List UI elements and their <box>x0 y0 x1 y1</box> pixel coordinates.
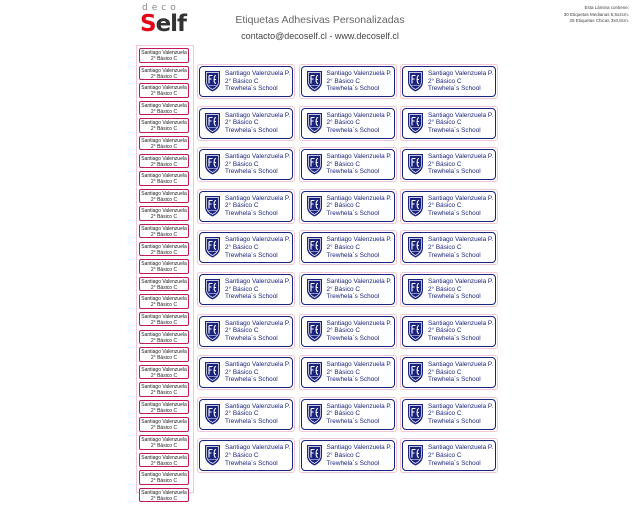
medium-label-school: Trewhela´s School <box>326 209 380 217</box>
small-label <box>139 347 189 362</box>
medium-label-school: Trewhela´s School <box>428 334 481 342</box>
small-label-grade: 2° Básico C <box>150 319 178 326</box>
school-crest-icon <box>306 236 323 258</box>
logo-deco-text: deco <box>142 3 180 13</box>
medium-label-school: Trewhela´s School <box>326 334 380 342</box>
medium-label-name: Santiago Valenzuela P. <box>225 402 291 410</box>
medium-label-school: Trewhela´s School <box>326 293 380 301</box>
school-crest-icon <box>204 361 221 383</box>
medium-label-name: Santiago Valenzuela P. <box>428 70 494 77</box>
medium-label-name: Santiago Valenzuela P. <box>428 111 494 119</box>
medium-label-name: Santiago Valenzuela P. <box>326 444 392 452</box>
medium-label-school: Trewhela´s School <box>326 85 380 93</box>
medium-label <box>402 149 496 180</box>
medium-label-school: Trewhela´s School <box>428 293 481 301</box>
medium-label <box>199 108 293 139</box>
medium-label-school: Trewhela´s School <box>428 126 481 134</box>
small-label <box>139 453 189 468</box>
medium-label-school: Trewhela´s School <box>225 293 278 301</box>
medium-label-text <box>327 195 392 218</box>
medium-label-text <box>327 112 392 135</box>
medium-label-text <box>428 278 493 301</box>
small-label-grade: 2° Básico C <box>150 337 178 344</box>
school-crest-icon <box>407 320 424 342</box>
medium-label-grade: 2° Básico C <box>428 119 462 127</box>
medium-label-grade: 2° Básico C <box>428 160 462 168</box>
medium-label <box>301 316 395 347</box>
medium-label-name: Santiago Valenzuela P. <box>326 361 392 369</box>
page-title: Etiquetas Adhesivas Personalizadas <box>235 14 405 26</box>
medium-label-name: Santiago Valenzuela P. <box>225 70 291 77</box>
medium-label-school: Trewhela´s School <box>326 126 380 134</box>
medium-label-text <box>428 403 493 426</box>
medium-label-text <box>327 403 392 426</box>
medium-label-school: Trewhela´s School <box>428 251 481 259</box>
school-crest-icon <box>407 444 424 466</box>
medium-label <box>199 274 293 305</box>
small-label-grade: 2° Básico C <box>150 407 178 414</box>
medium-label-text <box>225 195 290 218</box>
small-label <box>139 101 189 116</box>
school-crest-icon <box>306 112 323 134</box>
medium-label-grade: 2° Básico C <box>326 451 360 459</box>
medium-label <box>199 191 293 222</box>
medium-label-school: Trewhela´s School <box>225 251 278 259</box>
medium-label-grade: 2° Básico C <box>326 202 360 210</box>
small-label-name: Santiago Valenzuela <box>141 454 187 461</box>
small-label-grade: 2° Básico C <box>150 108 178 115</box>
small-label-grade: 2° Básico C <box>150 443 178 450</box>
small-label-grade: 2° Básico C <box>150 231 178 238</box>
medium-label <box>402 274 496 305</box>
medium-label-grade: 2° Básico C <box>225 243 259 251</box>
medium-label <box>301 66 395 97</box>
medium-label-text <box>327 70 392 93</box>
small-label-name: Santiago Valenzuela <box>141 243 187 250</box>
medium-label <box>301 232 395 263</box>
medium-label-name: Santiago Valenzuela P. <box>225 153 291 161</box>
small-label-grade: 2° Básico C <box>150 425 178 432</box>
school-crest-icon <box>306 153 323 175</box>
small-label-grade: 2° Básico C <box>150 302 178 309</box>
medium-label <box>301 274 395 305</box>
small-label-name: Santiago Valenzuela <box>141 437 187 444</box>
school-crest-icon <box>204 278 221 300</box>
small-label-name: Santiago Valenzuela <box>141 208 187 215</box>
sheet-info <box>564 5 629 25</box>
medium-label <box>402 191 496 222</box>
medium-label-grade: 2° Básico C <box>225 202 259 210</box>
small-label-name: Santiago Valenzuela <box>141 401 187 408</box>
small-label-grade: 2° Básico C <box>150 196 178 203</box>
school-crest-icon <box>306 320 323 342</box>
medium-label <box>301 357 395 388</box>
medium-label-text <box>428 112 493 135</box>
small-labels-column <box>139 48 195 505</box>
medium-label-grade: 2° Básico C <box>225 77 259 85</box>
medium-label <box>199 316 293 347</box>
small-label-name: Santiago Valenzuela <box>141 384 187 391</box>
small-label-grade: 2° Básico C <box>150 126 178 133</box>
small-label <box>139 48 189 63</box>
sheet-info-line3: 25 Etiquetas Chicas 3x0,8cm. <box>569 18 629 23</box>
logo-self-rest: elf <box>155 11 187 37</box>
school-crest-icon <box>407 112 424 134</box>
small-label-name: Santiago Valenzuela <box>141 419 187 426</box>
small-label <box>139 277 189 292</box>
medium-label-school: Trewhela´s School <box>428 209 481 217</box>
medium-label-text <box>225 70 290 93</box>
medium-label-text <box>225 278 290 301</box>
medium-label-text <box>225 361 290 384</box>
medium-label-school: Trewhela´s School <box>225 209 278 217</box>
small-label <box>139 259 189 274</box>
school-crest-icon <box>407 236 424 258</box>
medium-label <box>199 399 293 430</box>
medium-label-name: Santiago Valenzuela P. <box>326 153 392 161</box>
medium-label-grade: 2° Básico C <box>225 119 259 127</box>
medium-label-school: Trewhela´s School <box>225 126 278 134</box>
small-label-name: Santiago Valenzuela <box>141 296 187 303</box>
medium-label-school: Trewhela´s School <box>225 168 278 176</box>
small-label-grade: 2° Básico C <box>150 355 178 362</box>
medium-label-name: Santiago Valenzuela P. <box>428 361 494 369</box>
school-crest-icon <box>407 361 424 383</box>
medium-label-grade: 2° Básico C <box>326 77 360 85</box>
sheet-info-line1: Esta Lámina contiene: <box>584 5 629 10</box>
small-label <box>139 435 189 450</box>
medium-label-grade: 2° Básico C <box>428 327 462 335</box>
sheet-info-line2: 30 Etiquetas Medianas 5,5x2cm. <box>563 11 629 17</box>
medium-label <box>301 440 395 471</box>
small-label-name: Santiago Valenzuela <box>141 102 187 109</box>
medium-label-grade: 2° Básico C <box>225 368 259 376</box>
medium-label-text <box>225 403 290 426</box>
small-label-grade: 2° Básico C <box>150 179 178 186</box>
small-label <box>139 330 189 345</box>
medium-label-school: Trewhela´s School <box>428 168 481 176</box>
medium-label-grade: 2° Básico C <box>225 451 259 459</box>
small-label-grade: 2° Básico C <box>150 284 178 291</box>
medium-label-name: Santiago Valenzuela P. <box>326 111 392 119</box>
medium-label-grade: 2° Básico C <box>225 410 259 418</box>
medium-label-school: Trewhela´s School <box>225 334 278 342</box>
logo-s-letter: S <box>140 11 156 37</box>
school-crest-icon <box>204 320 221 342</box>
medium-label-name: Santiago Valenzuela P. <box>428 194 494 202</box>
medium-label-name: Santiago Valenzuela P. <box>225 319 291 327</box>
medium-label-grade: 2° Básico C <box>326 410 360 418</box>
medium-label-text <box>327 236 392 259</box>
medium-label-school: Trewhela´s School <box>326 459 380 467</box>
medium-label-text <box>327 361 392 384</box>
medium-label-name: Santiago Valenzuela P. <box>428 278 494 285</box>
medium-label-text <box>327 444 392 467</box>
medium-label-school: Trewhela´s School <box>225 376 278 384</box>
medium-label-school: Trewhela´s School <box>225 417 278 425</box>
school-crest-icon <box>407 403 424 425</box>
school-crest-icon <box>204 195 221 217</box>
small-label-name: Santiago Valenzuela <box>141 85 187 92</box>
medium-label-school: Trewhela´s School <box>326 376 380 384</box>
small-label-grade: 2° Básico C <box>150 372 178 379</box>
small-label-name: Santiago Valenzuela <box>141 313 187 320</box>
school-crest-icon <box>407 153 424 175</box>
small-label <box>139 83 189 98</box>
medium-label-grade: 2° Básico C <box>428 243 462 251</box>
small-label <box>139 488 189 503</box>
medium-label-school: Trewhela´s School <box>326 251 380 259</box>
small-label <box>139 382 189 397</box>
medium-label-grade: 2° Básico C <box>326 160 360 168</box>
medium-label <box>199 66 293 97</box>
medium-label-name: Santiago Valenzuela P. <box>225 278 291 285</box>
medium-label-name: Santiago Valenzuela P. <box>326 70 392 77</box>
medium-label <box>199 440 293 471</box>
medium-label-grade: 2° Básico C <box>428 451 462 459</box>
small-label-name: Santiago Valenzuela <box>141 261 187 268</box>
contact-line: contacto@decoself.cl - www.decoself.cl <box>241 31 399 41</box>
medium-label-grade: 2° Básico C <box>326 368 360 376</box>
medium-label <box>199 149 293 180</box>
school-crest-icon <box>306 278 323 300</box>
medium-label-name: Santiago Valenzuela P. <box>225 194 291 202</box>
medium-label-grade: 2° Básico C <box>326 285 360 293</box>
medium-label <box>301 191 395 222</box>
decoself-logo <box>140 3 190 39</box>
small-label <box>139 224 189 239</box>
small-label-name: Santiago Valenzuela <box>141 67 187 74</box>
small-label <box>139 470 189 485</box>
medium-label <box>199 357 293 388</box>
medium-label-school: Trewhela´s School <box>428 85 481 93</box>
medium-label-name: Santiago Valenzuela P. <box>428 444 494 452</box>
medium-label-name: Santiago Valenzuela P. <box>326 402 392 410</box>
small-label <box>139 242 189 257</box>
small-label <box>139 312 189 327</box>
medium-label-name: Santiago Valenzuela P. <box>428 402 494 410</box>
small-label-grade: 2° Básico C <box>150 56 178 62</box>
medium-label-school: Trewhela´s School <box>225 85 278 93</box>
medium-label-text <box>327 278 392 301</box>
small-label-grade: 2° Básico C <box>150 161 178 168</box>
medium-label-text <box>428 361 493 384</box>
medium-label <box>301 108 395 139</box>
medium-label-text <box>225 320 290 343</box>
medium-label <box>402 66 496 97</box>
small-label-name: Santiago Valenzuela <box>141 155 187 162</box>
medium-label-grade: 2° Básico C <box>326 243 360 251</box>
medium-label-text <box>428 153 493 176</box>
medium-label-grade: 2° Básico C <box>428 202 462 210</box>
medium-label-grade: 2° Básico C <box>326 119 360 127</box>
medium-label-name: Santiago Valenzuela P. <box>225 361 291 369</box>
school-crest-icon <box>204 444 221 466</box>
small-label-name: Santiago Valenzuela <box>141 225 187 232</box>
medium-label-grade: 2° Básico C <box>428 77 462 85</box>
header <box>220 14 420 41</box>
small-label-name: Santiago Valenzuela <box>141 190 187 197</box>
medium-label-school: Trewhela´s School <box>428 417 481 425</box>
medium-label <box>301 149 395 180</box>
small-label-name: Santiago Valenzuela <box>141 173 187 180</box>
small-label-grade: 2° Básico C <box>150 495 178 502</box>
small-label <box>139 417 189 432</box>
medium-label-school: Trewhela´s School <box>326 417 380 425</box>
medium-label-grade: 2° Básico C <box>326 327 360 335</box>
medium-label <box>402 232 496 263</box>
medium-label <box>301 399 395 430</box>
small-label-name: Santiago Valenzuela <box>141 278 187 285</box>
medium-label-name: Santiago Valenzuela P. <box>225 236 291 244</box>
medium-label-school: Trewhela´s School <box>428 459 481 467</box>
medium-label-name: Santiago Valenzuela P. <box>225 444 291 452</box>
school-crest-icon <box>306 403 323 425</box>
medium-label-text <box>428 320 493 343</box>
medium-label <box>402 108 496 139</box>
medium-label-text <box>225 153 290 176</box>
small-label-grade: 2° Básico C <box>150 249 178 256</box>
small-label-name: Santiago Valenzuela <box>141 472 187 479</box>
medium-label-name: Santiago Valenzuela P. <box>428 236 494 244</box>
logo-self-text <box>140 11 186 37</box>
medium-label <box>199 232 293 263</box>
medium-label-grade: 2° Básico C <box>428 285 462 293</box>
small-label-grade: 2° Básico C <box>150 91 178 98</box>
medium-label-text <box>225 112 290 135</box>
medium-label-grade: 2° Básico C <box>428 410 462 418</box>
school-crest-icon <box>306 70 323 92</box>
medium-label-name: Santiago Valenzuela P. <box>326 319 392 327</box>
small-label-grade: 2° Básico C <box>150 478 178 485</box>
medium-label-school: Trewhela´s School <box>326 168 380 176</box>
small-label-name: Santiago Valenzuela <box>141 137 187 144</box>
small-label <box>139 171 189 186</box>
medium-label-school: Trewhela´s School <box>225 459 278 467</box>
small-label-grade: 2° Básico C <box>150 390 178 397</box>
medium-label-text <box>428 444 493 467</box>
small-label-name: Santiago Valenzuela <box>141 120 187 127</box>
small-label-grade: 2° Básico C <box>150 267 178 274</box>
medium-label-grade: 2° Básico C <box>225 160 259 168</box>
small-label <box>139 66 189 81</box>
school-crest-icon <box>407 70 424 92</box>
medium-label-text <box>327 153 392 176</box>
small-label <box>139 206 189 221</box>
medium-label-name: Santiago Valenzuela P. <box>225 111 291 119</box>
small-label <box>139 400 189 415</box>
medium-label-text <box>428 195 493 218</box>
small-label <box>139 365 189 380</box>
small-label-name: Santiago Valenzuela <box>141 50 187 56</box>
medium-label-grade: 2° Básico C <box>225 327 259 335</box>
school-crest-icon <box>407 278 424 300</box>
small-label-grade: 2° Básico C <box>150 73 178 80</box>
medium-label-text <box>225 444 290 467</box>
medium-label-grade: 2° Básico C <box>428 368 462 376</box>
school-crest-icon <box>204 236 221 258</box>
medium-label-text <box>428 236 493 259</box>
small-label-name: Santiago Valenzuela <box>141 349 187 356</box>
school-crest-icon <box>204 70 221 92</box>
school-crest-icon <box>407 195 424 217</box>
small-label <box>139 189 189 204</box>
medium-label-name: Santiago Valenzuela P. <box>326 236 392 244</box>
school-crest-icon <box>306 195 323 217</box>
school-crest-icon <box>306 361 323 383</box>
small-label <box>139 294 189 309</box>
small-label <box>139 118 189 133</box>
small-label-name: Santiago Valenzuela <box>141 331 187 338</box>
medium-label <box>402 440 496 471</box>
small-label-grade: 2° Básico C <box>150 214 178 221</box>
school-crest-icon <box>204 112 221 134</box>
small-label-name: Santiago Valenzuela <box>141 489 187 496</box>
school-crest-icon <box>204 403 221 425</box>
medium-label-name: Santiago Valenzuela P. <box>326 278 392 285</box>
small-label-grade: 2° Básico C <box>150 460 178 467</box>
medium-label <box>402 316 496 347</box>
medium-label-name: Santiago Valenzuela P. <box>326 194 392 202</box>
school-crest-icon <box>204 153 221 175</box>
medium-label <box>402 399 496 430</box>
small-label <box>139 154 189 169</box>
medium-label-text <box>225 236 290 259</box>
medium-label-text <box>428 70 493 93</box>
medium-label-grade: 2° Básico C <box>225 285 259 293</box>
medium-label-name: Santiago Valenzuela P. <box>428 153 494 161</box>
small-label <box>139 136 189 151</box>
medium-label <box>402 357 496 388</box>
medium-label-school: Trewhela´s School <box>428 376 481 384</box>
medium-label-name: Santiago Valenzuela P. <box>428 319 494 327</box>
small-label-grade: 2° Básico C <box>150 143 178 150</box>
school-crest-icon <box>306 444 323 466</box>
medium-label-text <box>327 320 392 343</box>
small-label-name: Santiago Valenzuela <box>141 366 187 373</box>
